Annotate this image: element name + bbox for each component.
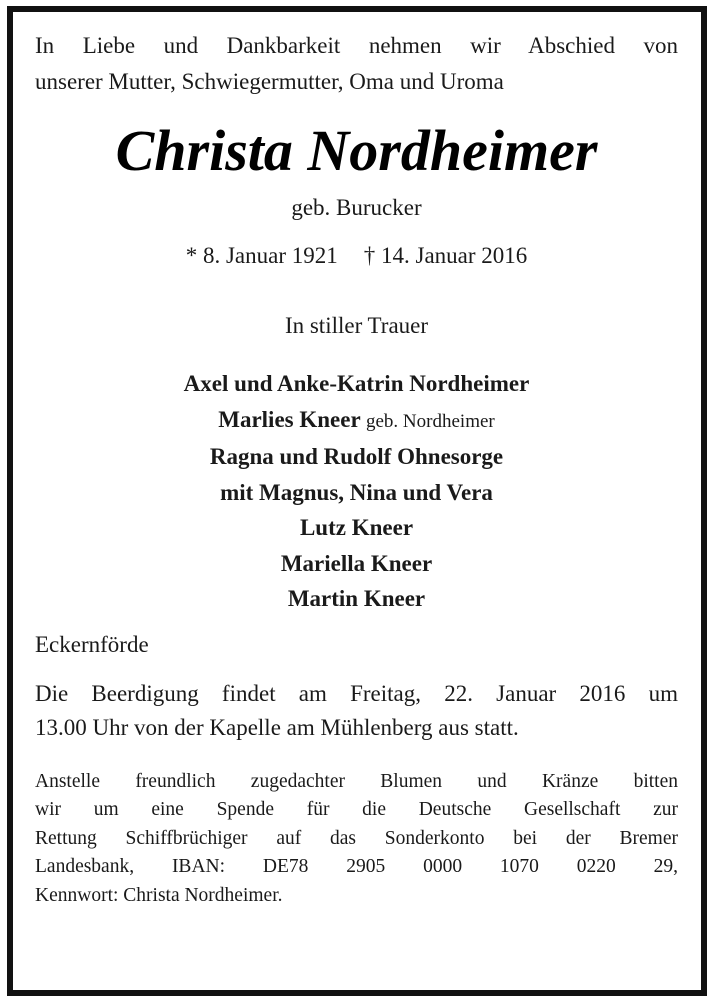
intro-text [35, 28, 678, 100]
obituary-content [35, 28, 678, 930]
place: Eckernförde [35, 631, 149, 657]
death-date: † 14. Januar 2016 [363, 243, 528, 268]
funeral-notice [35, 677, 678, 745]
donation-line-1: Anstelle freundlich zugedachter Blumen und Kränze bitten [35, 770, 678, 792]
life-dates [35, 240, 678, 272]
mourner [35, 581, 678, 617]
mourner-name: Marlies Kneer [218, 406, 361, 432]
mourner-name: Axel und Anke-Katrin Nordheimer [183, 371, 530, 396]
intro-line-2: unserer Mutter, Schwiegermutter, Oma und Uroma [35, 69, 504, 94]
donation-line-5: Kennwort: Christa Nordheimer. [35, 884, 283, 906]
donation-line-3: Rettung Schiffbrüchiger auf das Sonderkonto bei der Bremer [35, 827, 678, 849]
donation-line-4: Landesbank, IBAN: DE78 2905 0000 1070 0220 29, [35, 856, 678, 877]
mourner [35, 546, 678, 582]
mourning-label: In stiller Trauer [284, 313, 429, 338]
donation-line-2: wir um eine Spende für die Deutsche Gesellschaft zur [35, 799, 678, 820]
birth-name: geb. Burucker [291, 195, 422, 220]
mourner-name: Lutz Kneer [299, 515, 414, 540]
intro-line-1: In Liebe und Dankbarkeit nehmen wir Abschied von [35, 33, 678, 58]
birth-date: * 8. Januar 1921 [185, 243, 338, 268]
deceased-name: Christa Nordheimer [115, 118, 598, 183]
funeral-line-1: Die Beerdigung findet am Freitag, 22. Januar 2016 um [35, 680, 678, 706]
mourner-name: mit Magnus, Nina und Vera [220, 479, 493, 505]
mourner [35, 475, 678, 511]
mourner-note: geb. Nordheimer [366, 410, 495, 432]
mourner-name: Mariella Kneer [280, 550, 433, 576]
mourner-name: Ragna und Rudolf Ohnesorge [209, 444, 504, 469]
mourner [35, 366, 678, 402]
mourner [35, 510, 678, 546]
obituary-frame [7, 6, 707, 996]
funeral-line-2: 13.00 Uhr von der Kapelle am Mühlenberg aus statt. [35, 714, 519, 740]
donation-notice [35, 768, 678, 911]
mourners-list [35, 366, 678, 617]
mourner [35, 402, 678, 440]
mourner-name: Martin Kneer [287, 586, 426, 611]
mourner [35, 439, 678, 475]
